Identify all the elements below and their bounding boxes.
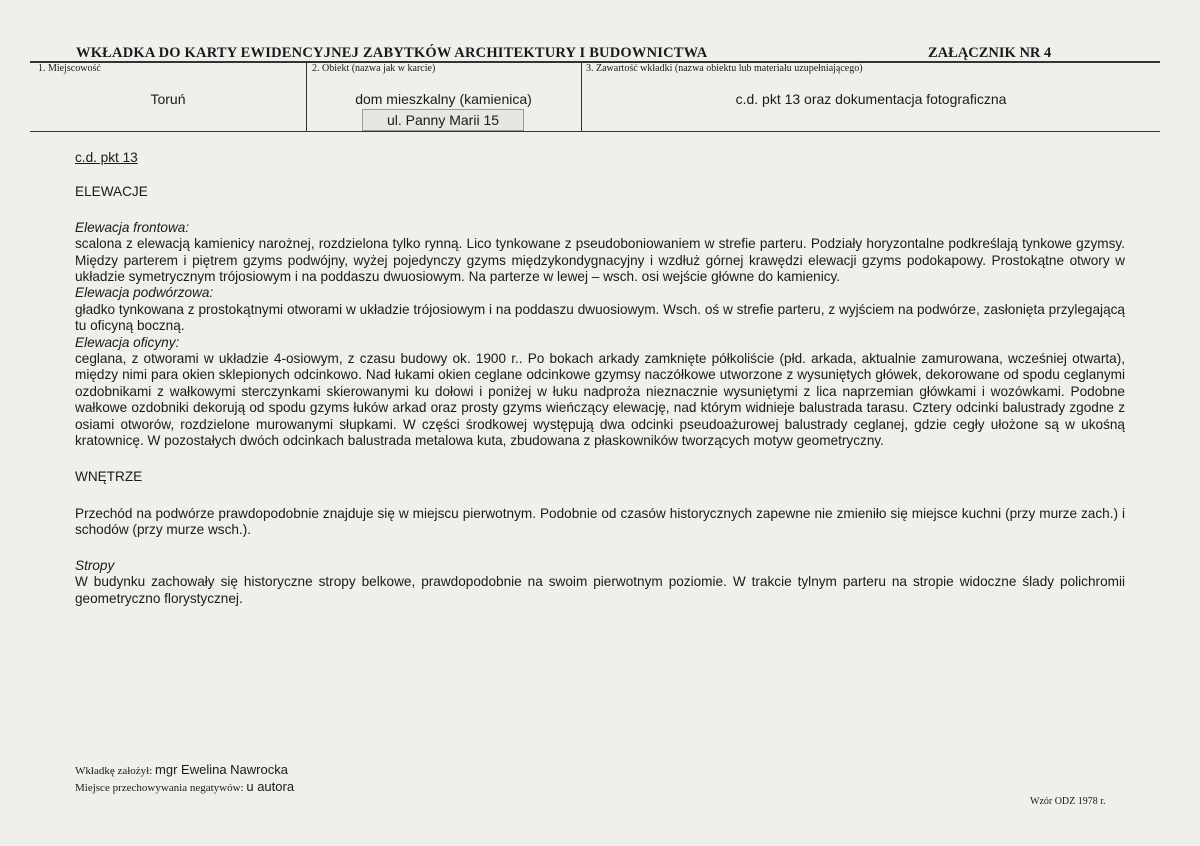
storage-line <box>75 779 294 794</box>
object-label: 2. Obiekt (nazwa jak w karcie) <box>312 63 436 74</box>
form-title: WKŁADKA DO KARTY EWIDENCYJNEJ ZABYTKÓW ARCHITEKTURY I BUDOWNICTWA <box>76 45 708 61</box>
annex-elevation-text: ceglana, z otworami w układzie 4-osiowym, z czasu budowy ok. 1900 r.. Po bokach arkady zamknięte półkoliście (płd. arkada, aktualnie zamurowana, wcześniej otwarta), między nimi para okien sklepionych odcinkowo. Nad łukami okien ceglane odcinkowe gzymsy naczółkowe utworzone z wysuniętych główek, dekorowane od spodu ceglanymi ozdobnikami z wałkowymi sterczynkami skierowanymi ku dołowi i poniżej w łuku nadproża nieznacznie wysuniętymi z lica naprzemian główkami i wozówkami. Podobne wałkowe ozdobniki dekorują od spodu gzyms łuków arkad oraz prosty gzyms wieńczący elewację, nad którym widnieje balustrada tarasu. Cztery odcinki balustrady zgodne z osiami otworów, rozdzielone murowanymi słupkami. W części środkowej występują dwa odcinki pseudoażurowej balustrady ceglanej, gdzie cegły ułożone są w ukośną kratownicę. W pozostałych dwóch odcinkach balustrada metalowa kuta, zbudowana z płaskowników tworzących motyw geometryczny. <box>75 351 1125 449</box>
ceilings-heading: Stropy <box>75 557 115 573</box>
elevations-heading: ELEWACJE <box>75 184 148 200</box>
contents-value: c.d. pkt 13 oraz dokumentacja fotograficzna <box>735 91 1007 107</box>
locality-value: Toruń <box>150 91 186 107</box>
interior-text: Przechód na podwórze prawdopodobnie znajduje się w miejscu pierwotnym. Podobnie od czasów historycznych zapewne nie zmieniło się miejsce kuchni (przy murze zach.) i schodów (przy murze wsch.). <box>75 505 1125 538</box>
object-address: ul. Panny Marii 15 <box>362 109 524 131</box>
form-model: Wzór ODZ 1978 r. <box>1030 796 1106 807</box>
header-bottom-rule <box>30 131 1160 132</box>
storage-label: Miejsce przechowywania negatywów: <box>75 782 244 794</box>
object-value: dom mieszkalny (kamienica) <box>355 91 532 107</box>
storage-value: u autora <box>246 779 295 794</box>
annex-elevation-heading: Elewacja oficyny: <box>75 334 180 350</box>
document-body <box>75 150 1125 607</box>
front-elevation-heading: Elewacja frontowa: <box>75 219 190 235</box>
author-value: mgr Ewelina Nawrocka <box>155 762 288 777</box>
author-label: Wkładkę założył: <box>75 765 153 777</box>
contents-label: 3. Zawartość wkładki (nazwa obiektu lub materiału uzupełniającego) <box>586 63 863 74</box>
annex-number: ZAŁĄCZNIK NR 4 <box>928 45 1052 61</box>
courtyard-elevation-heading: Elewacja podwórzowa: <box>75 285 214 301</box>
interior-heading: WNĘTRZE <box>75 468 143 484</box>
ceilings-text: W budynku zachowały się historyczne stropy belkowe, prawdopodobnie na swoim pierwotnym poziomie. W trakcie tylnym parteru na stropie widoczne ślady polichromii geometryczno florystycznej. <box>75 574 1125 606</box>
continuation-note: c.d. pkt 13 <box>75 150 138 165</box>
courtyard-elevation-text: gładko tynkowana z prostokątnymi otworami w układzie trójosiowym i na poddaszu dwuosiowym. Wsch. oś w strefie parteru, z wyjściem na podwórze, zasłonięta przylegającą tu oficyną boczną. <box>75 301 1125 334</box>
locality-label: 1. Miejscowość <box>38 63 101 74</box>
front-elevation-text: scalona z elewacją kamienicy narożnej, rozdzielona tylko rynną. Lico tynkowane z pseudoboniowaniem w strefie parteru. Podziały horyzontalne podkreślają tynkowe gzymsy. Między parterem i piętrem gzyms podwójny, wyżej pojedynczy gzyms międzykondygnacyjny i wzdłuż górnej krawędzi elewacji gzyms podokapowy. Prostokątne otwory w układzie symetrycznym trójosiowym i na poddaszu dwuosiowym. Na parterze w lewej – wsch. osi wejście główne do kamienicy. <box>75 236 1125 285</box>
author-line <box>75 762 288 777</box>
